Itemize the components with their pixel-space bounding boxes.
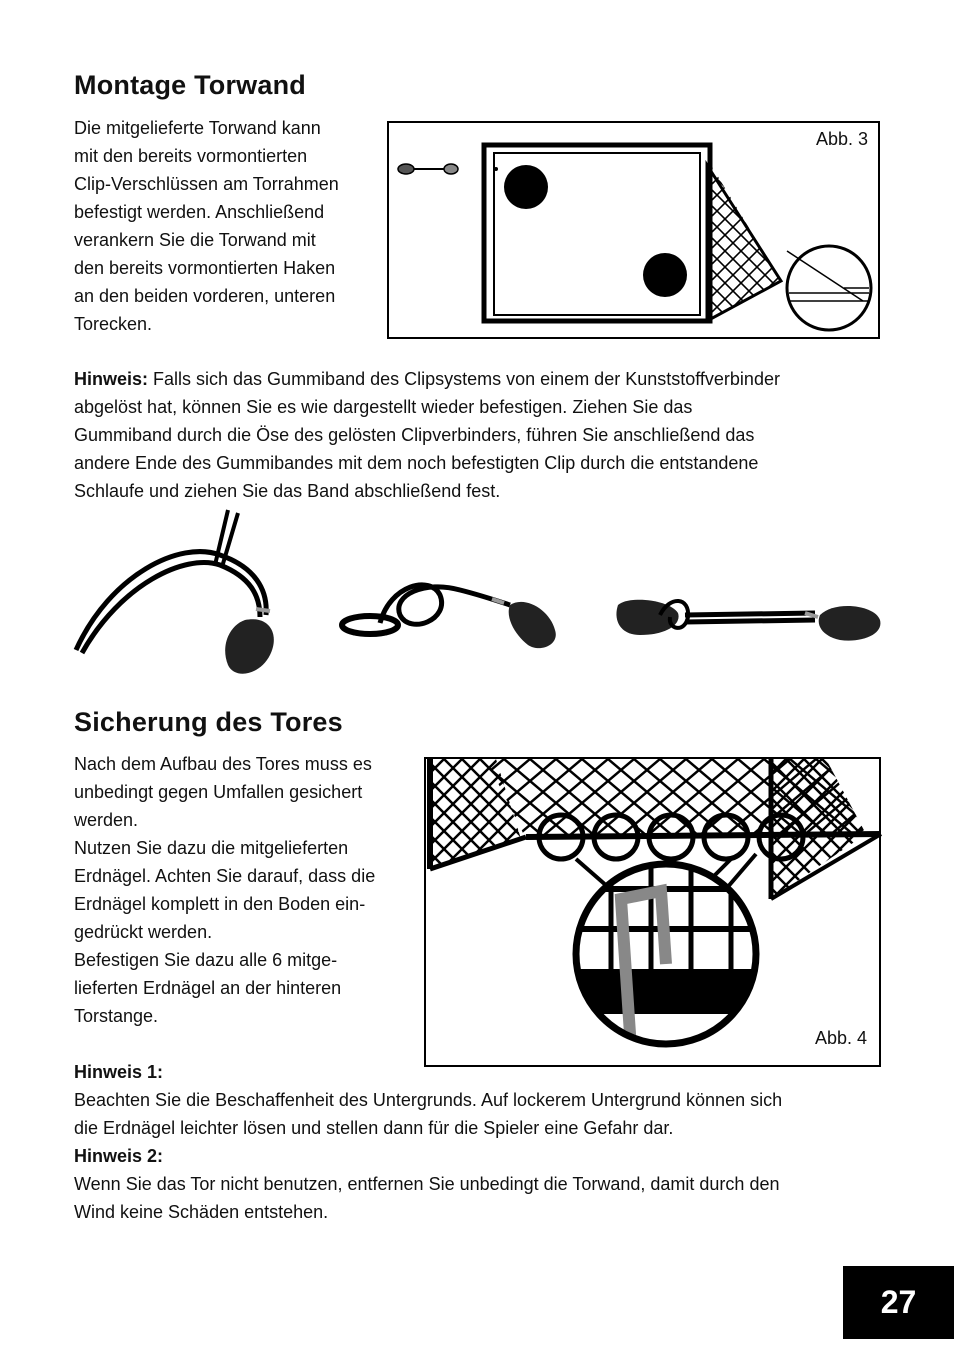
section2-heading: Sicherung des Tores <box>74 707 343 737</box>
body-line: Nach dem Aufbau des Tores muss es <box>74 754 372 774</box>
figure-caption: Abb. 3 <box>815 129 868 149</box>
figure-caption: Abb. 4 <box>814 1028 867 1048</box>
body-line: Die mitgelieferte Torwand kann <box>74 118 321 138</box>
body-line: den bereits vormontierten Haken <box>74 258 336 278</box>
body-line: verankern Sie die Torwand mit <box>74 230 316 250</box>
note-line: Schlaufe und ziehen Sie das Band abschließend fest. <box>74 481 501 501</box>
note-line: andere Ende des Gummibandes mit dem noch befestigten Clip durch die entstandene <box>74 453 759 473</box>
hint2-label: Hinweis 2: <box>74 1146 164 1166</box>
note-first-line: Falls sich das Gummiband des Clipsystems von einem der Kunststoffverbinder <box>148 369 780 389</box>
body-line: Clip-Verschlüssen am Torrahmen <box>74 174 339 194</box>
body-line: Torecken. <box>74 314 153 334</box>
body-line: Torstange. <box>74 1006 159 1026</box>
body-line: werden. <box>74 810 139 830</box>
page-number: 27 <box>843 1266 954 1339</box>
section2-body <box>74 750 419 1030</box>
ground-stake-illustration <box>426 759 883 1069</box>
clip-step-3 <box>616 600 880 641</box>
clip-step-2 <box>342 585 556 648</box>
note-label: Hinweis: <box>74 369 149 389</box>
goal-target-wall-illustration <box>389 123 882 341</box>
body-line: an den beiden vorderen, unteren <box>74 286 336 306</box>
note-line: Gummiband durch die Öse des gelösten Clipverbinders, führen Sie anschließend das <box>74 425 755 445</box>
clip-steps-illustration <box>70 505 890 685</box>
note-paragraph <box>74 365 894 505</box>
hints <box>74 1058 904 1226</box>
body-line: gedrückt werden. <box>74 922 213 942</box>
hint2-line: Wenn Sie das Tor nicht benutzen, entfernen Sie unbedingt die Torwand, damit durch den <box>74 1174 780 1194</box>
body-line: unbedingt gegen Umfallen gesichert <box>74 782 363 802</box>
figure-3 <box>387 121 880 339</box>
body-line: Erdnägel. Achten Sie darauf, dass die <box>74 866 376 886</box>
body-line: Nutzen Sie dazu die mitgelieferten <box>74 838 349 858</box>
hint1-label: Hinweis 1: <box>74 1062 164 1082</box>
clip-step-1 <box>76 510 274 674</box>
body-line: lieferten Erdnägel an der hinteren <box>74 978 342 998</box>
section1-body <box>74 114 379 338</box>
body-line: befestigt werden. Anschließend <box>74 202 325 222</box>
body-line: Erdnägel komplett in den Boden ein- <box>74 894 366 914</box>
figure-4 <box>424 757 881 1067</box>
body-line: mit den bereits vormontierten <box>74 146 308 166</box>
section1-heading: Montage Torwand <box>74 70 306 100</box>
note-line: abgelöst hat, können Sie es wie dargestellt wieder befestigen. Ziehen Sie das <box>74 397 693 417</box>
hint1-line: Beachten Sie die Beschaffenheit des Untergrunds. Auf lockerem Untergrund können sich <box>74 1090 783 1110</box>
body-line: Befestigen Sie dazu alle 6 mitge- <box>74 950 338 970</box>
hint1-line: die Erdnägel leichter lösen und stellen dann für die Spieler eine Gefahr dar. <box>74 1118 674 1138</box>
hint2-line: Wind keine Schäden entstehen. <box>74 1202 329 1222</box>
